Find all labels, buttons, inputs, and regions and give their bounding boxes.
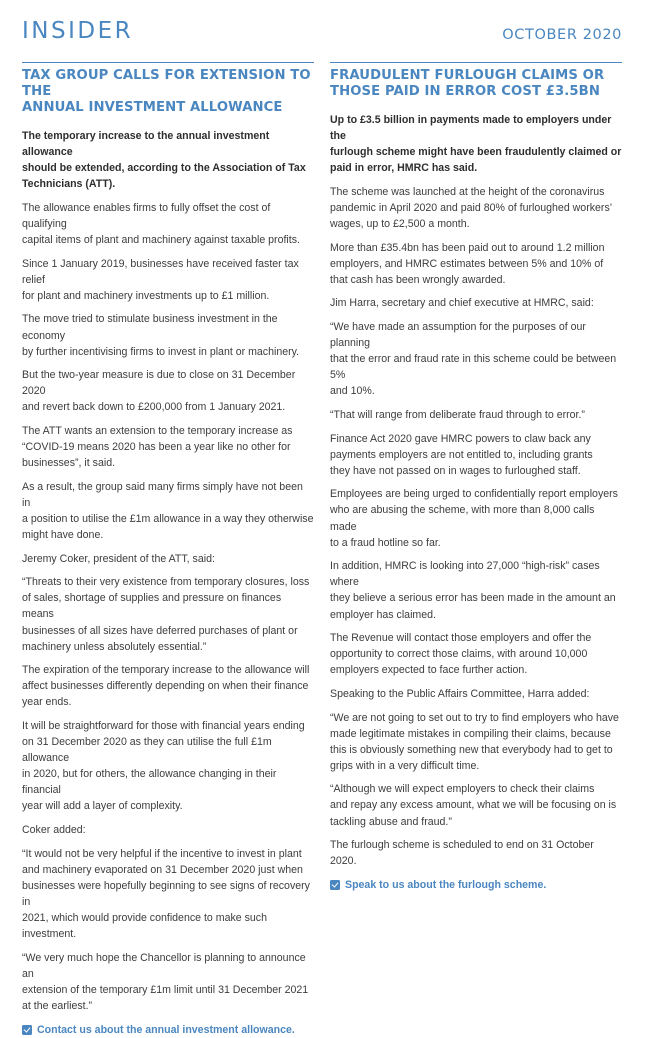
text-line: pandemic in April 2020 and paid 80% of furloughed workers’	[330, 201, 613, 214]
text-line: and revert back down to £200,000 from 1 January 2021.	[22, 401, 286, 414]
text-line: “COVID-19 means 2020 has been a year like no other for	[22, 441, 291, 454]
text-line: “We have made an assumption for the purposes of our planning	[330, 321, 586, 350]
text-line: they have not passed on in wages to furloughed staff.	[330, 464, 581, 477]
article-paragraph	[330, 781, 622, 829]
text-line: Finance Act 2020 gave HMRC powers to claw back any	[330, 432, 591, 445]
text-line: “Although we will expect employers to check their claims	[330, 783, 595, 796]
article-paragraph	[22, 574, 314, 654]
text-line: might have done.	[22, 529, 104, 542]
masthead	[22, 18, 622, 48]
article-paragraph	[22, 423, 314, 471]
text-line: businesses were hopefully beginning to see signs of recovery in	[22, 879, 310, 908]
text-line: 2021, which would provide confidence to make such investment.	[22, 912, 267, 941]
text-line: furlough scheme might have been fraudulently claimed or	[330, 146, 622, 159]
article-paragraph	[22, 662, 314, 710]
article-paragraph	[330, 240, 622, 288]
article-paragraph	[22, 311, 314, 359]
text-line: made legitimate mistakes in compiling their claims, because	[330, 727, 611, 740]
article-paragraph	[330, 184, 622, 232]
text-line: capital items of plant and machinery against taxable profits.	[22, 234, 300, 247]
text-line: businesses”, it said.	[22, 457, 116, 470]
text-line: year will add a layer of complexity.	[22, 800, 183, 813]
article-paragraph	[330, 295, 622, 311]
text-line: THOSE PAID IN ERROR COST £3.5BN	[330, 84, 600, 99]
text-line: a position to utilise the £1m allowance in a way they otherwise	[22, 512, 314, 525]
text-line: and repay any excess amount, what we will be focusing on is	[330, 799, 617, 812]
text-line: grips with in a very difficult time.	[330, 759, 480, 772]
article-paragraph	[330, 486, 622, 550]
text-line: that cash has been wrongly awarded.	[330, 273, 506, 286]
cta-label: Speak to us about the furlough scheme.	[345, 878, 547, 891]
text-line: The scheme was launched at the height of the coronavirus	[330, 185, 605, 198]
article-paragraph	[330, 558, 622, 622]
text-line: opportunity to correct those claims, with around 10,000	[330, 648, 588, 661]
text-line: by further incentivising firms to invest in plant or machinery.	[22, 345, 300, 358]
text-line: this is obviously something new that everybody had to get to	[330, 743, 613, 756]
text-line: and machinery evaporated on 31 December 2020 just when	[22, 863, 303, 876]
text-line: The ATT wants an extension to the temporary increase as	[22, 425, 293, 437]
text-line: Jeremy Coker, president of the ATT, said:	[22, 552, 215, 565]
article-paragraph	[22, 718, 314, 815]
text-line: at the earliest.”	[22, 1000, 93, 1012]
article-furlough-claims	[330, 62, 622, 893]
article-paragraph	[330, 319, 622, 399]
cta-label: Contact us about the annual investment allowance.	[37, 1023, 295, 1036]
text-line: “We are not going to set out to try to find employers who have	[330, 711, 619, 724]
text-line: Jim Harra, secretary and chief executive at HMRC, said:	[330, 297, 594, 310]
text-line: “That will range from deliberate fraud through to error.”	[330, 409, 585, 421]
article-paragraph	[22, 200, 314, 248]
text-line: paid in error, HMRC has said.	[330, 162, 478, 175]
text-line: they believe a serious error has been made in the amount an	[330, 592, 616, 605]
text-line: The Revenue will contact those employers and offer the	[330, 632, 592, 645]
text-line: who are abusing the scheme, with more than 8,000 calls made	[330, 504, 595, 533]
text-line: employer has claimed.	[330, 608, 436, 621]
text-line: wages, up to £2,500 a month.	[330, 218, 470, 231]
text-line: Coker added:	[22, 824, 86, 837]
text-line: to a fraud hotline so far.	[330, 536, 441, 549]
article-paragraph	[22, 367, 314, 415]
text-line: Employees are being urged to confidentially report employers	[330, 488, 618, 501]
text-line: of sales, shortage of supplies and pressure on finances means	[22, 592, 282, 621]
text-line: TAX GROUP CALLS FOR EXTENSION TO THE	[22, 68, 311, 99]
article-headline	[22, 68, 314, 116]
text-line: The expiration of the temporary increase to the allowance will	[22, 664, 310, 677]
text-line: “Threats to their very existence from temporary closures, loss	[22, 576, 310, 589]
text-line: Up to £3.5 billion in payments made to employers under the	[330, 114, 612, 143]
text-line: extension of the temporary £1m limit until 31 December 2021	[22, 983, 309, 996]
text-line: on 31 December 2020 as they can utilise the full £1m allowance	[22, 736, 272, 765]
text-line: But the two-year measure is due to close on 31 December 2020	[22, 369, 296, 398]
text-line: More than £35.4bn has been paid out to around 1.2 million	[330, 241, 605, 254]
contact-cta-link[interactable]	[22, 1022, 314, 1038]
text-line: Since 1 January 2019, businesses have received faster tax relief	[22, 257, 299, 286]
article-paragraph	[22, 551, 314, 567]
article-body	[330, 184, 622, 869]
text-line: for plant and machinery investments up to £1 million.	[22, 289, 270, 302]
text-line: As a result, the group said many firms simply have not been in	[22, 480, 303, 509]
speak-to-us-cta-link[interactable]	[330, 877, 622, 893]
text-line: “We very much hope the Chancellor is planning to announce an	[22, 951, 306, 980]
text-line: in 2020, but for others, the allowance changing in their financial	[22, 768, 277, 797]
article-paragraph	[22, 846, 314, 943]
text-line: affect businesses differently depending on when their finance	[22, 680, 309, 693]
article-paragraph	[330, 407, 622, 423]
text-line: The furlough scheme is scheduled to end on 31 October 2020.	[330, 839, 594, 868]
text-line: FRAUDULENT FURLOUGH CLAIMS OR	[330, 68, 605, 83]
article-paragraph	[330, 431, 622, 479]
brand-title: INSIDER	[22, 18, 134, 44]
checkbox-arrow-icon	[330, 880, 340, 890]
article-annual-investment-allowance	[22, 62, 314, 1038]
column-rule	[330, 62, 622, 63]
text-line: ANNUAL INVESTMENT ALLOWANCE	[22, 100, 283, 115]
text-line: “It would not be very helpful if the incentive to invest in plant	[22, 847, 302, 860]
text-line: The temporary increase to the annual investment allowance	[22, 130, 270, 159]
text-line: that the error and fraud rate in this scheme could be between 5%	[330, 353, 617, 382]
article-body	[22, 200, 314, 1014]
article-lead	[330, 112, 622, 176]
text-line: It will be straightforward for those with financial years ending	[22, 720, 305, 732]
text-line: employers expected to face further action.	[330, 664, 528, 677]
text-line: businesses of all sizes have deferred purchases of plant or	[22, 624, 298, 637]
text-line: should be extended, according to the Association of Tax	[22, 162, 306, 175]
issue-date: OCTOBER 2020	[502, 27, 622, 43]
text-line: Speaking to the Public Affairs Committee, Harra added:	[330, 687, 590, 700]
text-line: Technicians (ATT).	[22, 178, 116, 191]
text-line: payments employers are not entitled to, including grants	[330, 448, 593, 461]
article-headline	[330, 68, 622, 100]
article-paragraph	[330, 710, 622, 774]
text-line: The move tried to stimulate business investment in the economy	[22, 313, 278, 342]
text-line: The allowance enables firms to fully offset the cost of qualifying	[22, 201, 271, 230]
checkbox-arrow-icon	[22, 1025, 32, 1035]
text-line: and 10%.	[330, 385, 375, 398]
text-line: In addition, HMRC is looking into 27,000 “high-risk” cases where	[330, 560, 600, 589]
text-line: tackling abuse and fraud.”	[330, 815, 452, 828]
article-paragraph	[22, 256, 314, 304]
article-paragraph	[22, 479, 314, 543]
article-paragraph	[22, 950, 314, 1014]
article-paragraph	[22, 822, 314, 838]
article-paragraph	[330, 686, 622, 702]
column-rule	[22, 62, 314, 63]
article-paragraph	[330, 837, 622, 869]
article-paragraph	[330, 630, 622, 678]
text-line: machinery unless absolutely essential.”	[22, 640, 207, 653]
text-line: year ends.	[22, 696, 72, 709]
text-line: employers, and HMRC estimates between 5% and 10% of	[330, 257, 604, 270]
article-lead	[22, 128, 314, 192]
